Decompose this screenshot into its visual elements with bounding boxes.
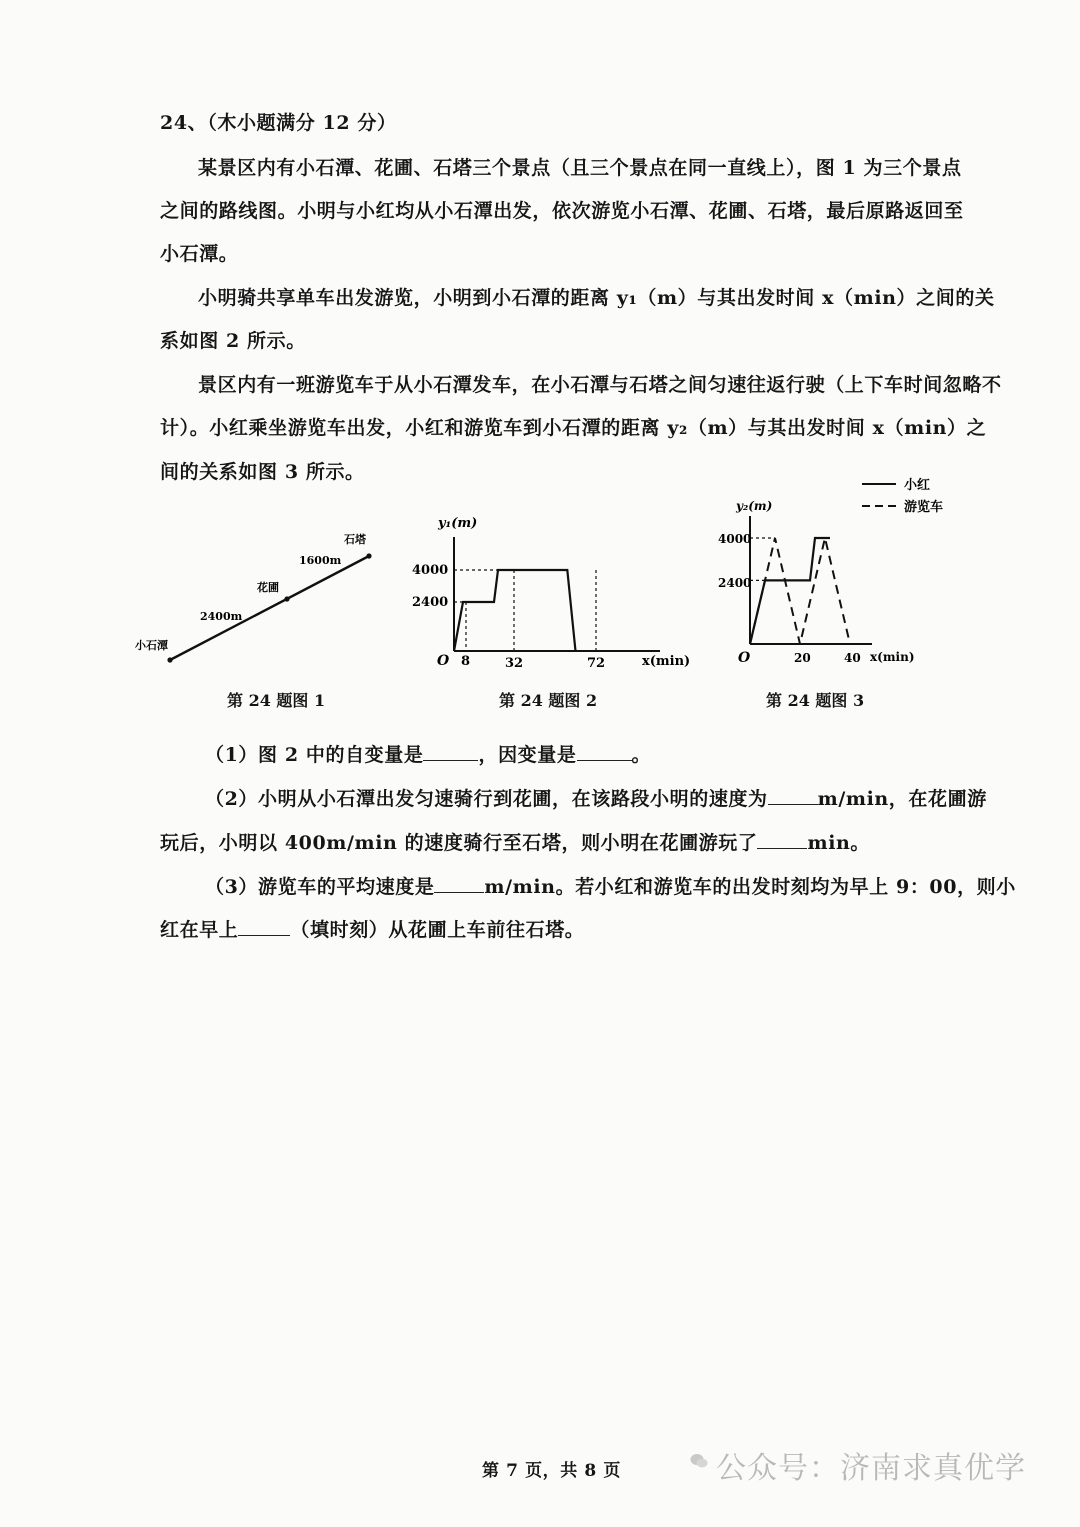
subq3-line2 (160, 915, 584, 942)
fig2-xtick-72: 72 (587, 656, 606, 671)
subq1-text-b: ，因变量是 (478, 744, 577, 766)
segment-label-1: 2400m (200, 610, 243, 623)
fig3-series-bus (750, 538, 850, 644)
stem-p3-line1: 景区内有一班游览车于从小石潭发车，在小石潭与石塔之间匀速往返行驶（上下车时间忽略不 (198, 374, 1002, 396)
legend-bus: 游览车 (904, 500, 944, 515)
point-xiaoshitan (167, 657, 172, 662)
point-huapu (284, 596, 289, 601)
subq3-text-c: 红在早上 (160, 919, 239, 941)
label-huapu: 花圃 (257, 581, 279, 594)
blank-2[interactable] (577, 740, 632, 761)
fig3-x-label: x(min) (870, 650, 915, 664)
fig2-ytick-2400: 2400 (412, 595, 449, 610)
fig3-origin: O (738, 650, 751, 666)
fig3-y-label: y₂(m) (736, 499, 773, 513)
blank-5[interactable] (434, 872, 484, 893)
fig3-caption: 第 24 题图 3 (766, 691, 865, 710)
stem-p1-line1: 某景区内有小石潭、花圃、石塔三个景点（且三个景点在同一直线上），图 1 为三个景点 (198, 157, 962, 179)
blank-1[interactable] (423, 740, 478, 761)
fig3-series-xiaohong (750, 538, 830, 644)
wechat-icon (690, 1452, 708, 1470)
subq2-text-c: 玩后，小明以 400m/min 的速度骑行至石塔，则小明在花圃游玩了 (160, 832, 758, 854)
question-header: 24、（木小题满分 12 分） (160, 112, 397, 134)
blank-3[interactable] (768, 784, 818, 805)
watermark: 公众号：济南求真优学 (716, 1451, 1026, 1486)
fig3-xtick-40: 40 (844, 651, 861, 665)
fig1-caption: 第 24 题图 1 (227, 691, 326, 710)
fig3-xtick-20: 20 (794, 651, 811, 665)
stem-p1-line3: 小石潭。 (160, 243, 239, 265)
subq1 (205, 740, 651, 767)
page-number: 第 7 页，共 8 页 (482, 1461, 621, 1481)
blank-6[interactable] (238, 915, 290, 936)
fig3-chart (712, 470, 962, 670)
point-shita (366, 553, 371, 558)
label-xiaoshitan: 小石潭 (135, 639, 168, 652)
fig2-ytick-4000: 4000 (412, 563, 449, 578)
fig2-origin: O (437, 653, 450, 669)
fig3-ytick-2400: 2400 (718, 576, 752, 590)
subq1-text-a: （1）图 2 中的自变量是 (205, 744, 424, 766)
subq3-line1 (205, 872, 1016, 899)
subq2-text-d: min。 (807, 832, 871, 854)
stem-p3-line3: 间的关系如图 3 所示。 (160, 461, 365, 483)
subq2-text-a: （2）小明从小石潭出发匀速骑行到花圃，在该路段小明的速度为 (205, 788, 768, 810)
subq2-line2 (160, 828, 870, 855)
fig2-chart (410, 505, 700, 675)
stem-p1-line2: 之间的路线图。小明与小红均从小石潭出发，依次游览小石潭、花圃、石塔，最后原路返回至 (160, 200, 964, 222)
blank-4[interactable] (757, 828, 807, 849)
legend-xiaohong: 小红 (904, 478, 931, 493)
fig2-caption: 第 24 题图 2 (499, 691, 598, 710)
stem-p2-line1: 小明骑共享单车出发游览，小明到小石潭的距离 y₁（m）与其出发时间 x（min）之间的关 (198, 287, 995, 309)
stem-p2-line2: 系如图 2 所示。 (160, 330, 306, 352)
label-shita: 石塔 (344, 533, 366, 546)
fig2-xtick-32: 32 (505, 656, 524, 671)
subq3-text-a: （3）游览车的平均速度是 (205, 876, 435, 898)
subq3-text-d: （填时刻）从花圃上车前往石塔。 (290, 919, 585, 941)
stem-p3-line2: 计）。小红乘坐游览车出发，小红和游览车到小石潭的距离 y₂（m）与其出发时间 x（min）之 (160, 417, 987, 439)
subq1-text-c: 。 (631, 744, 652, 766)
subq2-line1 (205, 784, 987, 811)
route-line (170, 556, 369, 660)
fig2-x-label: x(min) (642, 654, 691, 669)
fig2-series-line (454, 570, 576, 651)
subq3-text-b: m/min。若小红和游览车的出发时刻均为早上 9：00，则小 (484, 876, 1016, 898)
segment-label-2: 1600m (299, 554, 342, 567)
subq2-text-b: m/min，在花圃游 (817, 788, 987, 810)
fig2-y-label: y₁(m) (438, 516, 478, 531)
fig2-xtick-8: 8 (461, 654, 471, 669)
fig3-ytick-4000: 4000 (718, 532, 752, 546)
route-diagram (125, 520, 385, 670)
